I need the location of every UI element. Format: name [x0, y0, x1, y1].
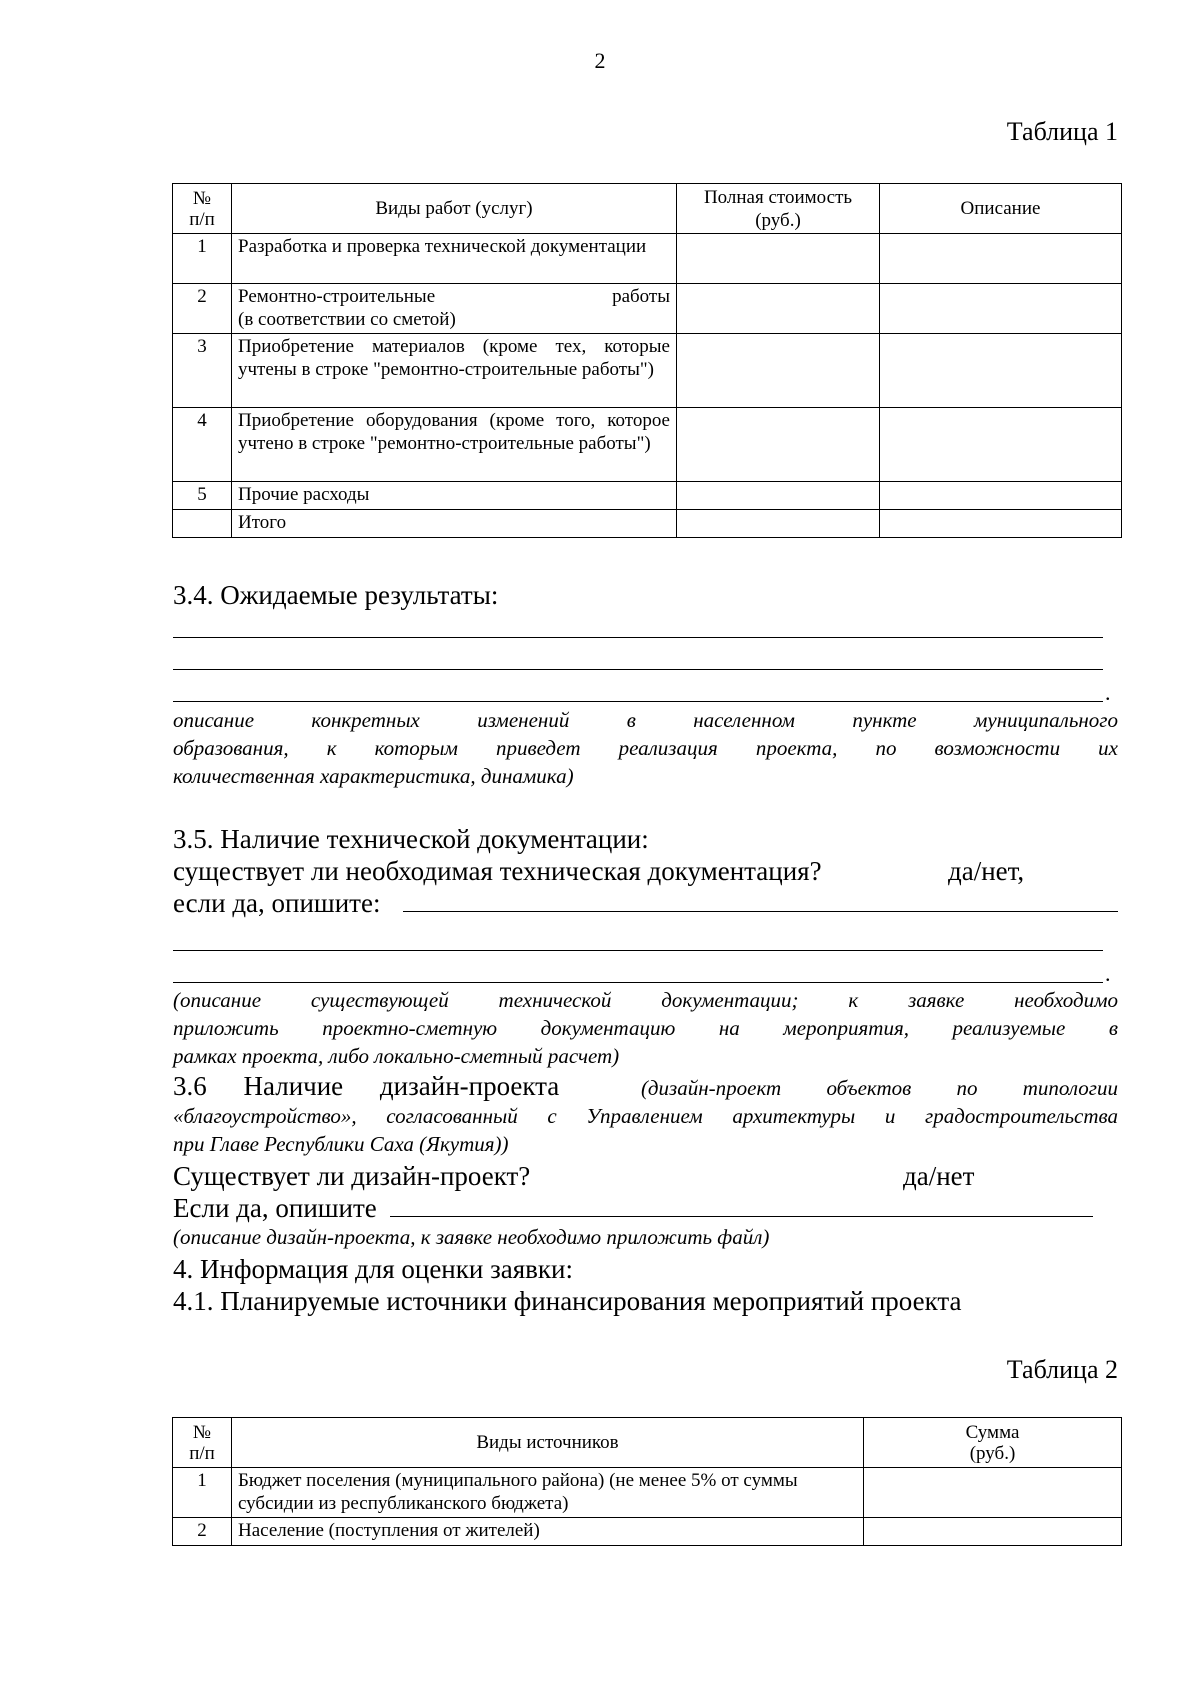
row-work: [232, 284, 677, 334]
row-num: 1: [173, 1468, 232, 1518]
row-work: Итого: [232, 510, 677, 538]
section-3-5-answer[interactable]: да/нет,: [948, 856, 1025, 886]
section-3-5-note-line2: приложить проектно-сметную документацию на мероприятия, реализуемые в: [173, 1016, 1118, 1040]
row-cost[interactable]: [677, 334, 880, 408]
row-work: Прочие расходы: [232, 482, 677, 510]
table1-header-num: № п/п: [173, 184, 232, 234]
section-3-4-title: 3.4. Ожидаемые результаты:: [173, 580, 499, 610]
row-sum[interactable]: [864, 1468, 1122, 1518]
row-cost[interactable]: [677, 284, 880, 334]
page-number: 2: [594, 48, 606, 73]
table2-header-sum: Сумма (руб.): [864, 1418, 1122, 1468]
section-3-5-note-line1: (описание существующей технической документации; к заявке необходимо: [173, 988, 1118, 1012]
section-3-6-title: 3.6 Наличие дизайн-проекта: [173, 1071, 560, 1101]
row-num: 1: [173, 234, 232, 284]
row-num: 3: [173, 334, 232, 408]
section-3-5-question: существует ли необходимая техническая документация?: [173, 856, 822, 886]
section-3-6-note-line1: (дизайн-проект объектов по типологии: [640, 1076, 1118, 1100]
table-row: [173, 408, 1122, 482]
row-num: 2: [173, 1518, 232, 1546]
table2-header-source: Виды источников: [232, 1418, 864, 1468]
row-num: [173, 510, 232, 538]
line-end-dot: .: [1105, 680, 1111, 705]
section-3-6-if-yes: Если да, опишите: [173, 1193, 377, 1223]
row-cost[interactable]: [677, 408, 880, 482]
section-3-6-note-file: (описание дизайн-проекта, к заявке необходимо приложить файл): [173, 1225, 770, 1249]
section-3-6-answer[interactable]: да/нет: [903, 1161, 975, 1191]
row-num: 5: [173, 482, 232, 510]
section-3-6-question-row: [173, 1160, 1118, 1192]
table2-header-num: № п/п: [173, 1418, 232, 1468]
row-sum[interactable]: [864, 1518, 1122, 1546]
row-desc[interactable]: [880, 482, 1122, 510]
row-cost[interactable]: [677, 482, 880, 510]
fill-line[interactable]: [173, 637, 1103, 638]
row-work: Приобретение оборудования (кроме того, которое учтено в строке "ремонтно-строительные работы"): [232, 408, 677, 482]
row-work-line1: Ремонтно-строительные работы: [238, 286, 670, 307]
line-end-dot: .: [1105, 961, 1111, 986]
row-desc[interactable]: [880, 510, 1122, 538]
section-3-6-describe-line[interactable]: [390, 1192, 1093, 1217]
row-work-line2: (в соответствии со сметой): [238, 309, 456, 330]
table-row: [173, 1468, 1122, 1518]
row-num: 2: [173, 284, 232, 334]
table1-caption: Таблица 1: [1006, 117, 1118, 146]
row-work: Приобретение материалов (кроме тех, которые учтены в строке "ремонтно-строительные работы"): [232, 334, 677, 408]
table-row: [173, 234, 1122, 284]
table-row-total: [173, 510, 1122, 538]
section-3-4-note-line2: образования, к которым приведет реализация проекта, по возможности их: [173, 736, 1118, 760]
table2: [172, 1417, 1122, 1546]
section-3-6-note-line2: «благоустройство», согласованный с Управлением архитектуры и градостроительства: [173, 1104, 1118, 1128]
table1: [172, 183, 1122, 538]
section-3-6-note-line3: при Главе Республики Саха (Якутия)): [173, 1132, 509, 1156]
row-desc[interactable]: [880, 408, 1122, 482]
table1-header-desc: Описание: [880, 184, 1122, 234]
table1-header-row: [173, 184, 1122, 234]
row-num: 4: [173, 408, 232, 482]
row-work: Разработка и проверка технической документации: [232, 234, 677, 284]
section-3-5-question-row: [173, 855, 1118, 887]
section-4-title: 4. Информация для оценки заявки:: [173, 1254, 573, 1284]
fill-line[interactable]: [173, 701, 1103, 702]
section-3-6-if-yes-row: [173, 1192, 1118, 1224]
table1-header-cost: Полная стоимость (руб.): [677, 184, 880, 234]
table-row: [173, 284, 1122, 334]
table-row: [173, 482, 1122, 510]
table-row: [173, 334, 1122, 408]
row-desc[interactable]: [880, 334, 1122, 408]
row-cost[interactable]: [677, 510, 880, 538]
row-desc[interactable]: [880, 234, 1122, 284]
section-3-5-title: 3.5. Наличие технической документации:: [173, 824, 649, 854]
fill-line[interactable]: [173, 669, 1103, 670]
section-3-4-note-line3: количественная характеристика, динамика): [173, 764, 574, 788]
section-3-6-question: Существует ли дизайн-проект?: [173, 1161, 531, 1191]
table1-header-work: Виды работ (услуг): [232, 184, 677, 234]
section-3-5-describe-line[interactable]: [403, 887, 1118, 912]
section-4-1-title: 4.1. Планируемые источники финансирования мероприятий проекта: [173, 1286, 962, 1316]
table2-caption: Таблица 2: [1006, 1355, 1118, 1384]
section-3-4-note-line1: описание конкретных изменений в населенном пункте муниципального: [173, 708, 1118, 732]
section-3-5-if-yes-row: [173, 887, 1118, 919]
row-source: Население (поступления от жителей): [232, 1518, 864, 1546]
row-desc[interactable]: [880, 284, 1122, 334]
fill-line[interactable]: [173, 982, 1103, 983]
section-3-6-title-row: [173, 1071, 1118, 1102]
table2-header-row: [173, 1418, 1122, 1468]
row-source: Бюджет поселения (муниципального района) (не менее 5% от суммы субсидии из республиканского бюджета): [232, 1468, 864, 1518]
table-row: [173, 1518, 1122, 1546]
section-3-5-if-yes: если да, опишите:: [173, 888, 381, 918]
row-cost[interactable]: [677, 234, 880, 284]
fill-line[interactable]: [173, 950, 1103, 951]
section-3-5-note-line3: рамках проекта, либо локально-сметный расчет): [173, 1044, 620, 1068]
